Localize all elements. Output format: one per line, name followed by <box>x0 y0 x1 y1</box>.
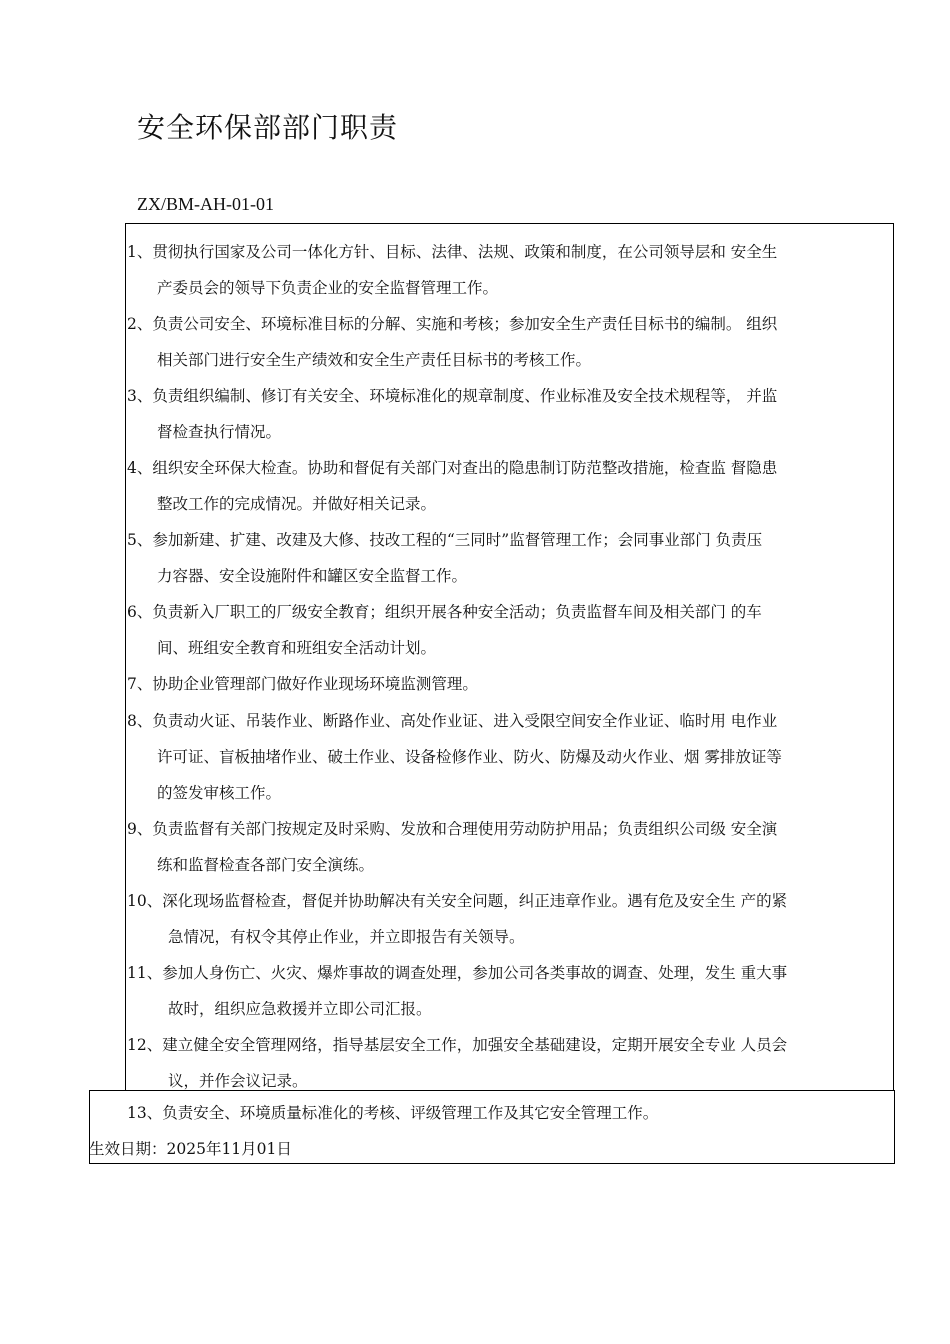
duty-item-continuation-line: 议，并作会议记录。 <box>168 1072 308 1090</box>
duty-item-13: 13、负责安全、环境质量标准化的考核、评级管理工作及其它安全管理工作。 <box>127 1104 659 1122</box>
duty-item-continuation-line: 故时，组织应急救援并立即公司汇报。 <box>168 1000 432 1018</box>
duty-item-first-line: 6、负责新入厂职工的厂级安全教育；组织开展各种安全活动；负责监督车间及相关部门 的车 <box>127 603 762 621</box>
duty-item-3 <box>127 378 893 450</box>
duty-item-continuation-line: 的签发审核工作。 <box>157 784 282 802</box>
page-title: 安全环保部部门职责 <box>137 111 399 144</box>
duty-item-continuation-line: 督检查执行情况。 <box>157 423 282 441</box>
duty-item-first-line: 12、建立健全安全管理网络，指导基层安全工作，加强安全基础建设，定期开展安全专业 人员会 <box>127 1036 788 1054</box>
duty-item-continuation-line: 急情况，有权令其停止作业，并立即报告有关领导。 <box>168 928 525 946</box>
document-code: ZX/BM-AH-01-01 <box>137 194 274 214</box>
duty-item-5 <box>127 522 893 594</box>
duty-item-8 <box>127 703 893 811</box>
duty-item-continuation-line: 许可证、盲板抽堵作业、破土作业、设备检修作业、防火、防爆及动火作业、烟 雾排放证等 <box>157 748 782 766</box>
duty-item-first-line: 1、贯彻执行国家及公司一体化方针、目标、法律、法规、政策和制度，在公司领导层和 安全生 <box>127 243 778 261</box>
duty-item-continuation-line: 练和监督检查各部门安全演练。 <box>157 856 375 874</box>
duty-item-1 <box>127 234 893 306</box>
duty-item-10 <box>127 883 893 955</box>
duty-item-first-line: 4、组织安全环保大检查。协助和督促有关部门对查出的隐患制订防范整改措施，检查监 督隐患 <box>127 459 778 477</box>
duty-item-continuation-line: 整改工作的完成情况。并做好相关记录。 <box>157 495 437 513</box>
duty-item-first-line: 5、参加新建、扩建、改建及大修、技改工程的“三同时”监督管理工作；会同事业部门 负责压 <box>127 531 763 549</box>
duty-item-continuation-line: 力容器、安全设施附件和罐区安全监督工作。 <box>157 567 468 585</box>
duty-item-first-line: 9、负责监督有关部门按规定及时采购、发放和合理使用劳动防护用品；负责组织公司级 安全演 <box>127 820 778 838</box>
duty-item-continuation-line: 相关部门进行安全生产绩效和安全生产责任目标书的考核工作。 <box>157 351 592 369</box>
duty-item-11 <box>127 955 893 1027</box>
duty-item-2 <box>127 306 893 378</box>
duty-item-first-line: 11、参加人身伤亡、火灾、爆炸事故的调查处理，参加公司各类事故的调查、处理，发生 重大事 <box>127 964 788 982</box>
duty-item-continuation-line: 产委员会的领导下负责企业的安全监督管理工作。 <box>157 279 499 297</box>
duty-item-6 <box>127 594 893 666</box>
duty-item-4 <box>127 450 893 522</box>
duty-item-first-line: 7、协助企业管理部门做好作业现场环境监测管理。 <box>127 675 478 693</box>
duty-item-9 <box>127 811 893 883</box>
duty-item-7 <box>127 666 893 702</box>
duty-item-continuation-line: 间、班组安全教育和班组安全活动计划。 <box>157 639 437 657</box>
duty-item-first-line: 10、深化现场监督检查，督促并协助解决有关安全问题，纠正违章作业。遇有危及安全生 产的紧 <box>127 892 788 910</box>
duty-item-first-line: 3、负责组织编制、修订有关安全、环境标准化的规章制度、作业标准及安全技术规程等， 并监 <box>127 387 778 405</box>
duty-item-12 <box>127 1027 893 1099</box>
duty-item-first-line: 8、负责动火证、吊装作业、断路作业、高处作业证、进入受限空间安全作业证、临时用 电作业 <box>127 712 778 730</box>
effective-date: 生效日期：2025年11月01日 <box>89 1140 292 1158</box>
duty-item-first-line: 2、负责公司安全、环境标准目标的分解、实施和考核；参加安全生产责任目标书的编制。 组织 <box>127 315 778 333</box>
